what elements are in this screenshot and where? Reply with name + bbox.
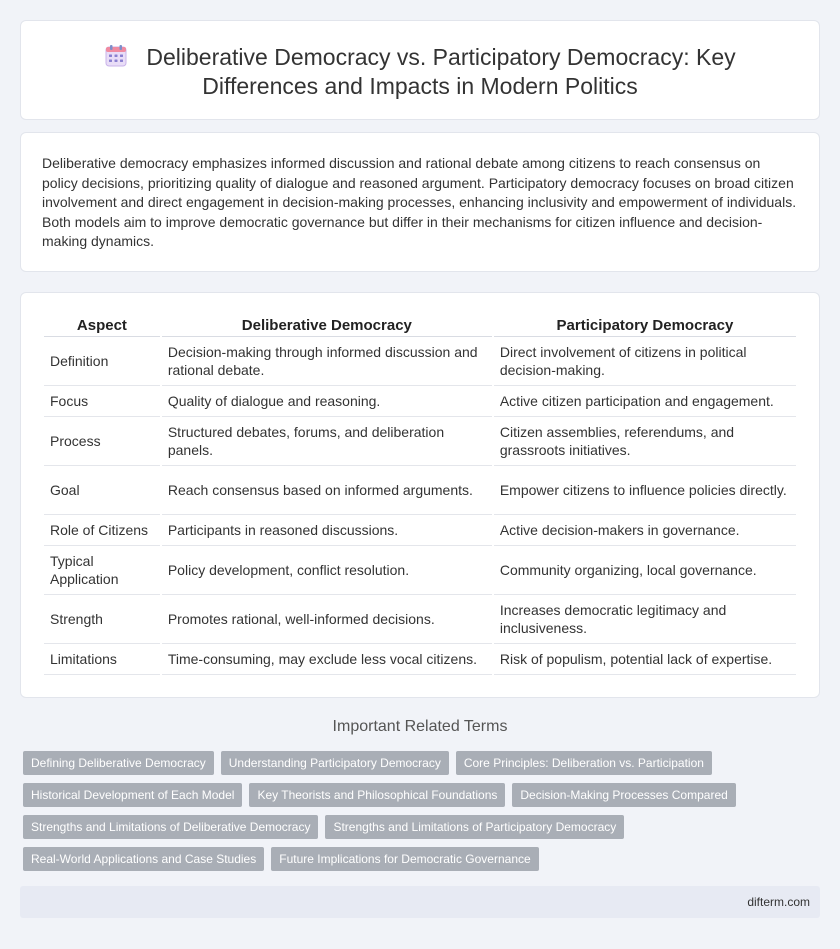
related-term-tag[interactable]: Future Implications for Democratic Governance [271, 847, 538, 871]
comparison-card [20, 292, 820, 698]
related-term-tag[interactable]: Strengths and Limitations of Deliberative Democracy [23, 815, 318, 839]
row-aspect: Limitations [44, 644, 160, 675]
related-term-tag[interactable]: Core Principles: Deliberation vs. Participation [456, 751, 712, 775]
row-participatory: Active decision-makers in governance. [494, 515, 796, 546]
related-term-tag[interactable]: Understanding Participatory Democracy [221, 751, 449, 775]
row-deliberative: Policy development, conflict resolution. [162, 546, 492, 595]
row-aspect: Focus [44, 386, 160, 417]
intro-paragraph: Deliberative democracy emphasizes informed discussion and rational debate among citizens to reach consensus on policy decisions, prioritizing quality of dialogue and reasoned argument. Participatory democracy focuses on broad citizen involvement and direct engagement in decision-making processes, enhancing inclusivity and empowerment of individuals. Both models aim to improve democratic governance but differ in their mechanisms for citizen influence and decision-making dynamics. [42, 155, 797, 250]
row-aspect: Goal [44, 466, 160, 515]
calendar-icon [104, 44, 128, 68]
row-aspect: Role of Citizens [44, 515, 160, 546]
row-deliberative: Decision-making through informed discussion and rational debate. [162, 337, 492, 386]
row-aspect: Typical Application [44, 546, 160, 595]
row-aspect: Strength [44, 595, 160, 644]
footer-bar [20, 886, 820, 918]
related-term-tag[interactable]: Historical Development of Each Model [23, 783, 242, 807]
header-aspect: Aspect [44, 315, 160, 337]
related-terms-heading: Important Related Terms [332, 718, 508, 735]
row-participatory: Direct involvement of citizens in political decision-making. [494, 337, 796, 386]
related-term-tag[interactable]: Real-World Applications and Case Studies [23, 847, 264, 871]
row-participatory: Citizen assemblies, referendums, and grassroots initiatives. [494, 417, 796, 466]
table-row [44, 546, 796, 595]
row-deliberative: Structured debates, forums, and deliberation panels. [162, 417, 492, 466]
title-card [20, 20, 820, 120]
row-participatory: Community organizing, local governance. [494, 546, 796, 595]
related-term-tag[interactable]: Key Theorists and Philosophical Foundations [249, 783, 505, 807]
row-deliberative: Participants in reasoned discussions. [162, 515, 492, 546]
related-term-tag[interactable]: Defining Deliberative Democracy [23, 751, 214, 775]
table-row [44, 417, 796, 466]
related-term-tag[interactable]: Strengths and Limitations of Participatory Democracy [325, 815, 624, 839]
row-participatory: Risk of populism, potential lack of expertise. [494, 644, 796, 675]
page-title [21, 43, 819, 101]
page-title-text: Deliberative Democracy vs. Participatory Democracy: Key Differences and Impacts in Modern Politics [146, 44, 736, 99]
header-participatory: Participatory Democracy [494, 315, 796, 337]
row-aspect: Process [44, 417, 160, 466]
row-participatory: Active citizen participation and engagement. [494, 386, 796, 417]
row-deliberative: Promotes rational, well-informed decisions. [162, 595, 492, 644]
row-deliberative: Quality of dialogue and reasoning. [162, 386, 492, 417]
row-deliberative: Reach consensus based on informed arguments. [162, 466, 492, 515]
related-term-tag[interactable]: Decision-Making Processes Compared [512, 783, 735, 807]
row-participatory: Increases democratic legitimacy and inclusiveness. [494, 595, 796, 644]
table-row [44, 644, 796, 675]
table-row [44, 386, 796, 417]
row-participatory: Empower citizens to influence policies directly. [494, 466, 796, 515]
comparison-table [42, 315, 798, 675]
header-deliberative: Deliberative Democracy [162, 315, 492, 337]
table-header-row [44, 315, 796, 337]
table-row [44, 337, 796, 386]
site-link[interactable]: difterm.com [747, 895, 810, 909]
row-deliberative: Time-consuming, may exclude less vocal citizens. [162, 644, 492, 675]
table-row [44, 515, 796, 546]
intro-card [20, 132, 820, 272]
related-terms-list [23, 751, 823, 879]
table-row [44, 595, 796, 644]
table-row [44, 466, 796, 515]
row-aspect: Definition [44, 337, 160, 386]
